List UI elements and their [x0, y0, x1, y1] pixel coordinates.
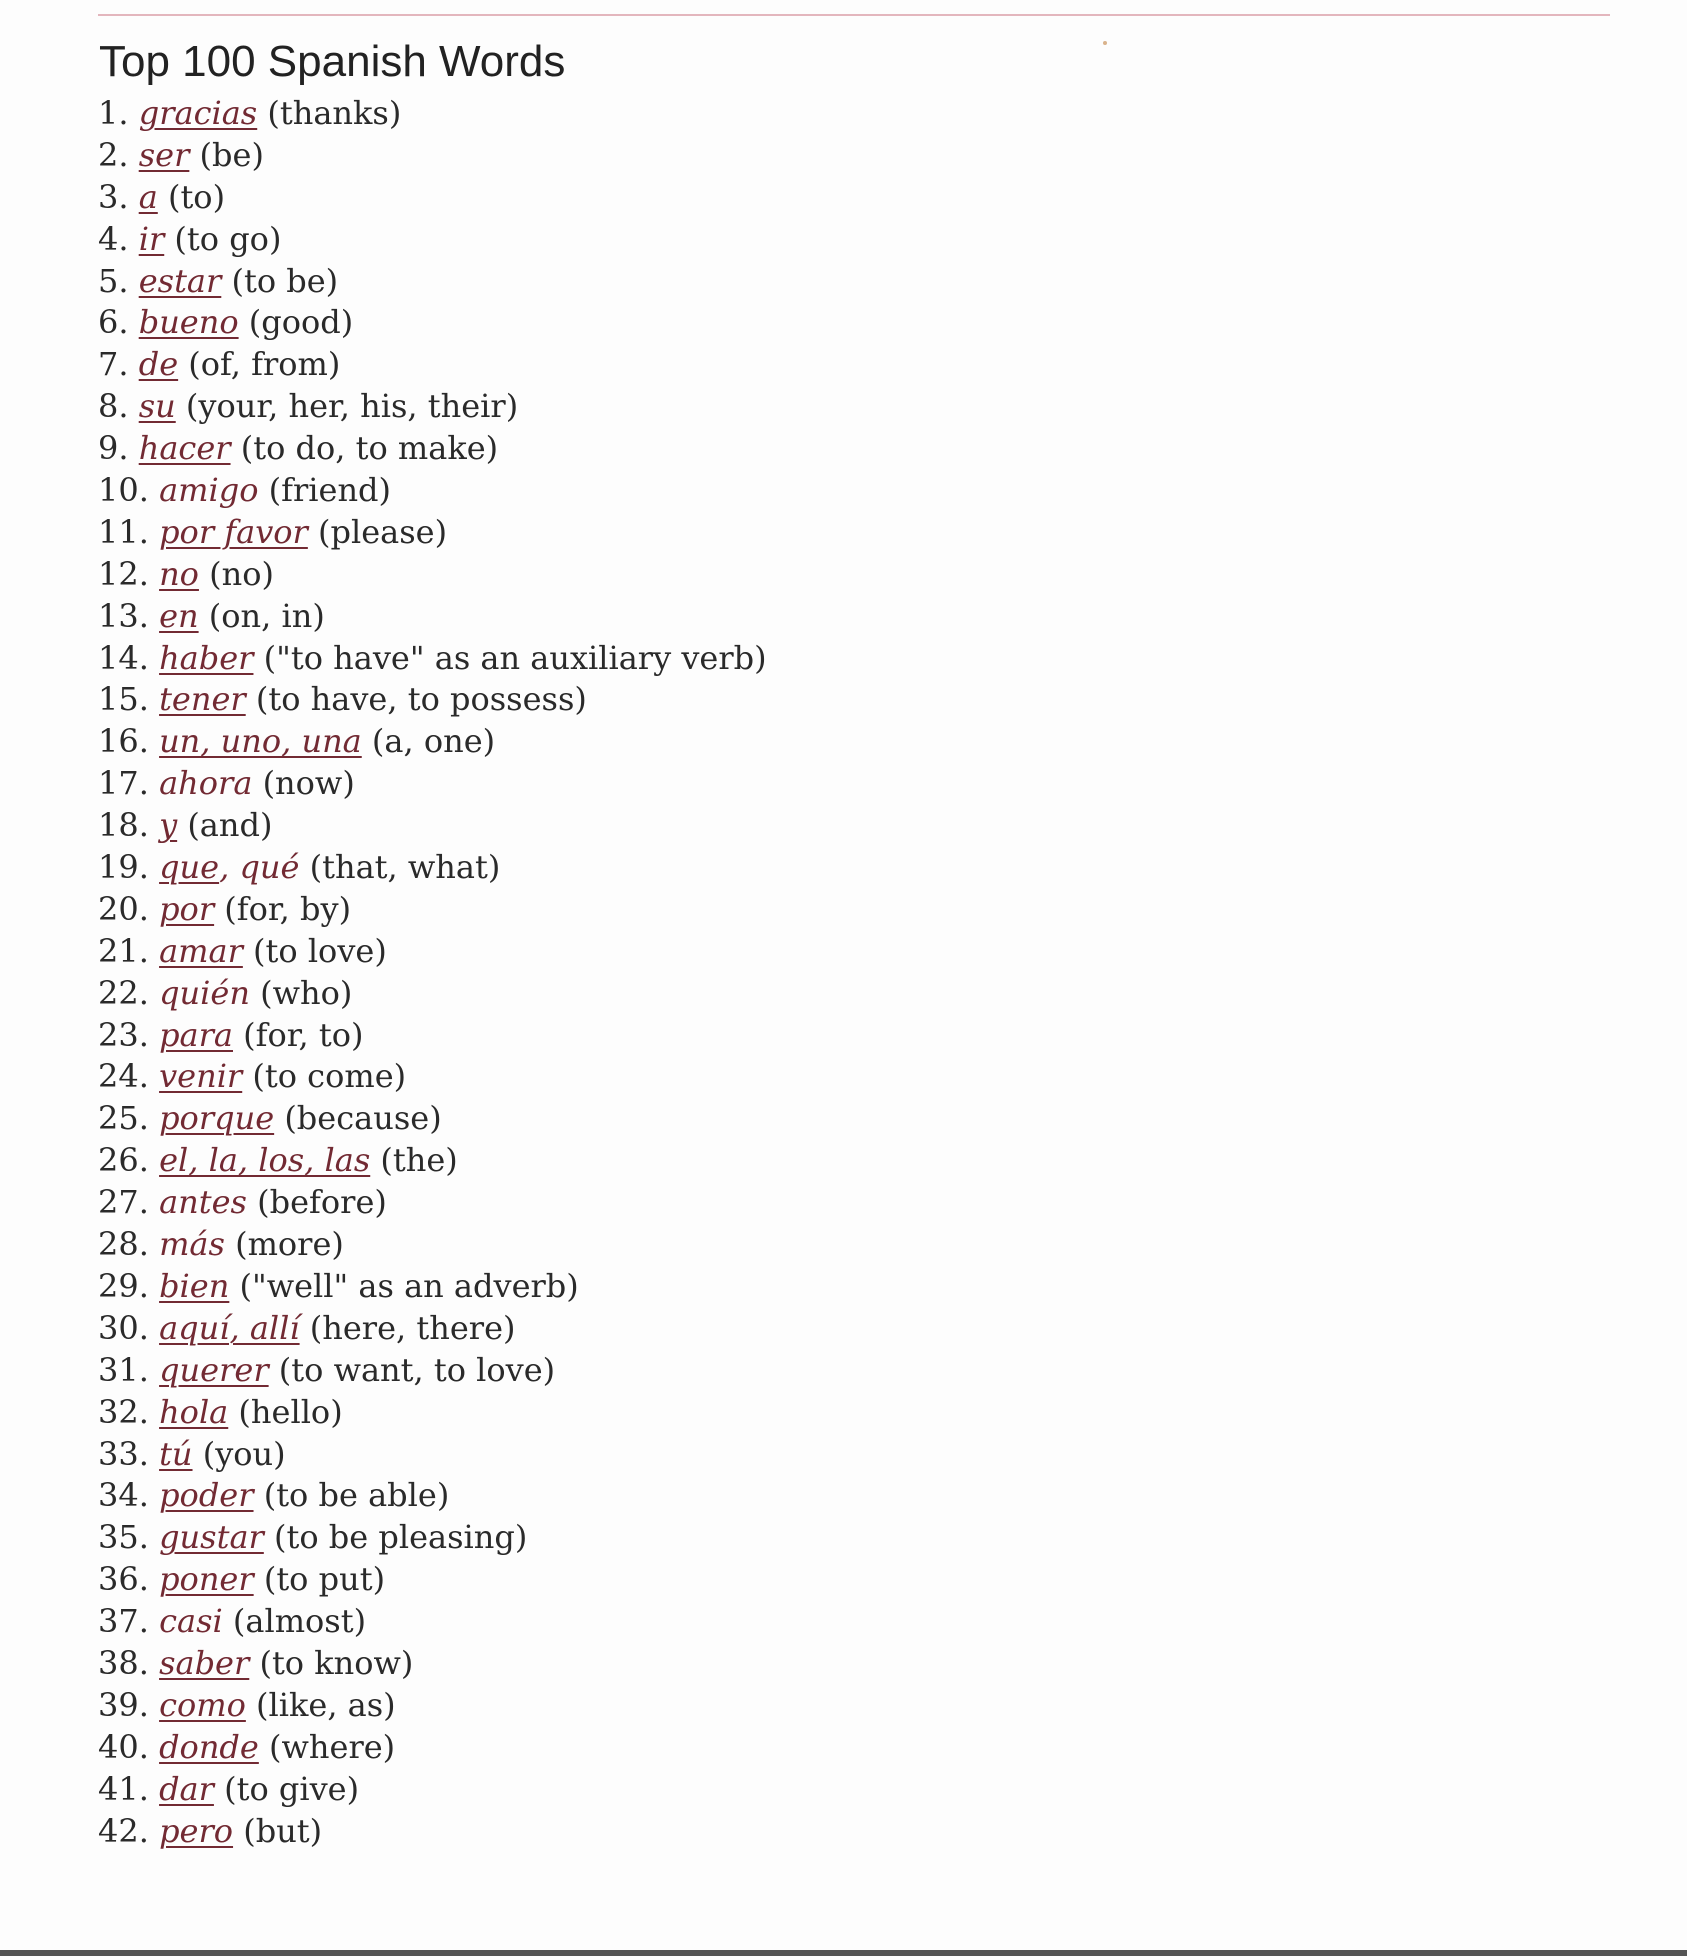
list-item [98, 1392, 767, 1434]
list-item [98, 847, 767, 889]
entry-translation: (on, in) [208, 596, 325, 635]
entry-translation: (the) [380, 1141, 458, 1180]
word-variant: , qué [219, 848, 300, 887]
entry-translation: (where) [269, 1727, 396, 1766]
word-link[interactable]: pero [159, 1811, 234, 1850]
entry-number: 7. [98, 345, 129, 384]
list-item [98, 805, 767, 847]
list-item [98, 1224, 767, 1266]
list-item [98, 177, 767, 219]
entry-translation: (to be) [231, 261, 339, 300]
list-item [98, 1350, 767, 1392]
entry-translation: (now) [262, 764, 355, 803]
entry-number: 1. [98, 94, 129, 132]
entry-number: 37. [98, 1602, 149, 1641]
entry-number: 18. [98, 806, 149, 845]
entry-number: 42. [98, 1811, 149, 1850]
list-item [98, 93, 767, 135]
word-text: quién [159, 973, 250, 1012]
entry-number: 21. [98, 931, 149, 970]
word-link[interactable]: tener [159, 680, 246, 719]
entry-translation: (please) [318, 512, 448, 551]
list-item [98, 1434, 767, 1476]
word-link[interactable]: bueno [138, 303, 239, 342]
list-item [98, 1056, 767, 1098]
entry-translation: (your, her, his, their) [185, 387, 519, 426]
word-link[interactable]: tú [159, 1434, 193, 1473]
list-item [98, 135, 767, 177]
entry-number: 3. [98, 177, 129, 216]
entry-translation: (of, from) [188, 345, 341, 384]
entry-translation: (to have, to possess) [255, 680, 587, 719]
entry-translation: (hello) [238, 1392, 343, 1431]
list-item [98, 1685, 767, 1727]
word-link[interactable]: gracias [138, 94, 258, 132]
entry-number: 38. [98, 1643, 149, 1682]
word-list [98, 93, 767, 1852]
entry-number: 19. [98, 848, 149, 887]
list-item [98, 1727, 767, 1769]
entry-number: 23. [98, 1015, 149, 1054]
entry-number: 29. [98, 1266, 149, 1305]
word-link[interactable]: no [159, 554, 199, 593]
list-item [98, 1517, 767, 1559]
entry-number: 39. [98, 1685, 149, 1724]
list-item [98, 1643, 767, 1685]
list-item [98, 1182, 767, 1224]
list-item [98, 1140, 767, 1182]
entry-number: 4. [98, 219, 129, 258]
word-link[interactable]: ir [138, 219, 165, 258]
entry-number: 2. [98, 135, 129, 174]
word-link[interactable]: en [159, 596, 199, 635]
entry-translation: ("to have" as an auxiliary verb) [263, 638, 767, 677]
list-item [98, 512, 767, 554]
word-link[interactable]: venir [159, 1057, 243, 1096]
word-link[interactable]: saber [159, 1643, 250, 1682]
entry-number: 16. [98, 722, 149, 761]
entry-translation: (friend) [268, 471, 392, 510]
list-item [98, 1475, 767, 1517]
entry-translation: (to know) [259, 1643, 414, 1682]
entry-number: 28. [98, 1225, 149, 1264]
list-item [98, 1601, 767, 1643]
entry-translation: (and) [187, 806, 273, 845]
entry-number: 24. [98, 1057, 149, 1096]
list-item [98, 554, 767, 596]
list-item [98, 1098, 767, 1140]
entry-translation: (to come) [252, 1057, 407, 1096]
entry-translation: (no) [209, 554, 274, 593]
entry-translation: (almost) [232, 1602, 367, 1641]
word-text: antes [159, 1183, 247, 1222]
entry-translation: (good) [248, 303, 354, 342]
word-text: casi [159, 1602, 223, 1641]
entry-number: 6. [98, 303, 129, 342]
entry-number: 17. [98, 764, 149, 803]
word-link[interactable]: que [159, 848, 220, 887]
word-text: más [159, 1225, 225, 1264]
word-link[interactable]: su [138, 387, 176, 426]
entry-number: 27. [98, 1183, 149, 1222]
word-link[interactable]: estar [138, 261, 222, 300]
entry-translation: (to do, to make) [240, 429, 499, 468]
entry-translation: (who) [260, 973, 353, 1012]
entry-translation: (thanks) [267, 94, 402, 132]
entry-number: 8. [98, 387, 129, 426]
entry-translation: (but) [243, 1811, 323, 1850]
word-link[interactable]: porque [159, 1099, 275, 1138]
entry-number: 26. [98, 1141, 149, 1180]
entry-number: 34. [98, 1476, 149, 1515]
word-link[interactable]: poner [159, 1560, 254, 1599]
entry-number: 20. [98, 889, 149, 928]
list-item [98, 721, 767, 763]
entry-translation: (that, what) [309, 848, 501, 887]
word-link[interactable]: aquí, allí [159, 1308, 300, 1347]
word-link[interactable]: el, la, los, las [159, 1141, 371, 1180]
word-link[interactable]: como [159, 1685, 246, 1724]
entry-number: 32. [98, 1392, 149, 1431]
list-item [98, 1769, 767, 1811]
entry-translation: (like, as) [256, 1685, 396, 1724]
entry-translation: (to) [167, 177, 226, 216]
word-link[interactable]: hola [159, 1392, 229, 1431]
word-text: ahora [159, 764, 253, 803]
word-link[interactable]: por [159, 889, 215, 928]
entry-translation: (because) [284, 1099, 442, 1138]
scan-speck [1103, 41, 1107, 45]
entry-number: 9. [98, 429, 129, 468]
list-item [98, 763, 767, 805]
word-link[interactable]: de [138, 345, 179, 384]
entry-number: 30. [98, 1308, 149, 1347]
entry-translation: (you) [202, 1434, 286, 1473]
entry-number: 40. [98, 1727, 149, 1766]
entry-number: 25. [98, 1099, 149, 1138]
list-item [98, 428, 767, 470]
entry-translation: (to be pleasing) [273, 1518, 528, 1557]
entry-number: 36. [98, 1560, 149, 1599]
list-item [98, 679, 767, 721]
list-item [98, 470, 767, 512]
entry-translation: (to want, to love) [278, 1350, 556, 1389]
word-link[interactable]: amar [159, 931, 243, 970]
entry-translation: (here, there) [309, 1308, 516, 1347]
entry-number: 22. [98, 973, 149, 1012]
entry-translation: (more) [235, 1225, 344, 1264]
list-item [98, 931, 767, 973]
entry-number: 10. [98, 471, 149, 510]
list-item [98, 596, 767, 638]
word-link[interactable]: poder [159, 1476, 254, 1515]
entry-translation: (to love) [253, 931, 387, 970]
word-link[interactable]: querer [159, 1350, 269, 1389]
word-link[interactable]: por favor [159, 512, 308, 551]
entry-number: 41. [98, 1769, 149, 1808]
word-link[interactable]: gustar [159, 1518, 264, 1557]
entry-number: 5. [98, 261, 129, 300]
top-divider [98, 14, 1610, 16]
list-item [98, 344, 767, 386]
entry-number: 35. [98, 1518, 149, 1557]
entry-translation: (to be able) [263, 1476, 450, 1515]
entry-translation: (for, by) [224, 889, 352, 928]
list-item [98, 973, 767, 1015]
entry-translation: (to give) [224, 1769, 360, 1808]
word-link[interactable]: y [159, 806, 178, 845]
entry-number: 33. [98, 1434, 149, 1473]
entry-number: 13. [98, 596, 149, 635]
entry-number: 11. [98, 512, 149, 551]
word-link[interactable]: haber [159, 638, 254, 677]
list-item [98, 1308, 767, 1350]
entry-translation: (to put) [263, 1560, 386, 1599]
word-text: amigo [159, 471, 259, 510]
list-item [98, 638, 767, 680]
entry-number: 12. [98, 554, 149, 593]
word-link[interactable]: bien [159, 1266, 230, 1305]
word-link[interactable]: para [159, 1015, 233, 1054]
list-item [98, 1559, 767, 1601]
word-link[interactable]: hacer [138, 429, 231, 468]
entry-number: 14. [98, 638, 149, 677]
list-item [98, 1266, 767, 1308]
entry-number: 31. [98, 1350, 149, 1389]
entry-translation: (for, to) [243, 1015, 364, 1054]
list-item [98, 1015, 767, 1057]
word-link[interactable]: ser [138, 135, 190, 174]
list-item [98, 261, 767, 303]
page-title: Top 100 Spanish Words [99, 37, 566, 86]
entry-translation: (to go) [174, 219, 282, 258]
word-link[interactable]: a [138, 177, 158, 216]
word-link[interactable]: un, uno, una [159, 722, 362, 761]
list-item [98, 219, 767, 261]
scan-bottom-edge [0, 1950, 1687, 1956]
entry-number: 15. [98, 680, 149, 719]
list-item [98, 889, 767, 931]
word-link[interactable]: donde [159, 1727, 259, 1766]
entry-translation: (before) [257, 1183, 387, 1222]
list-item [98, 1811, 767, 1853]
entry-translation: ("well" as an adverb) [239, 1266, 579, 1305]
entry-translation: (a, one) [371, 722, 496, 761]
entry-translation: (be) [199, 135, 264, 174]
word-link[interactable]: dar [159, 1769, 214, 1808]
list-item [98, 386, 767, 428]
list-item [98, 302, 767, 344]
